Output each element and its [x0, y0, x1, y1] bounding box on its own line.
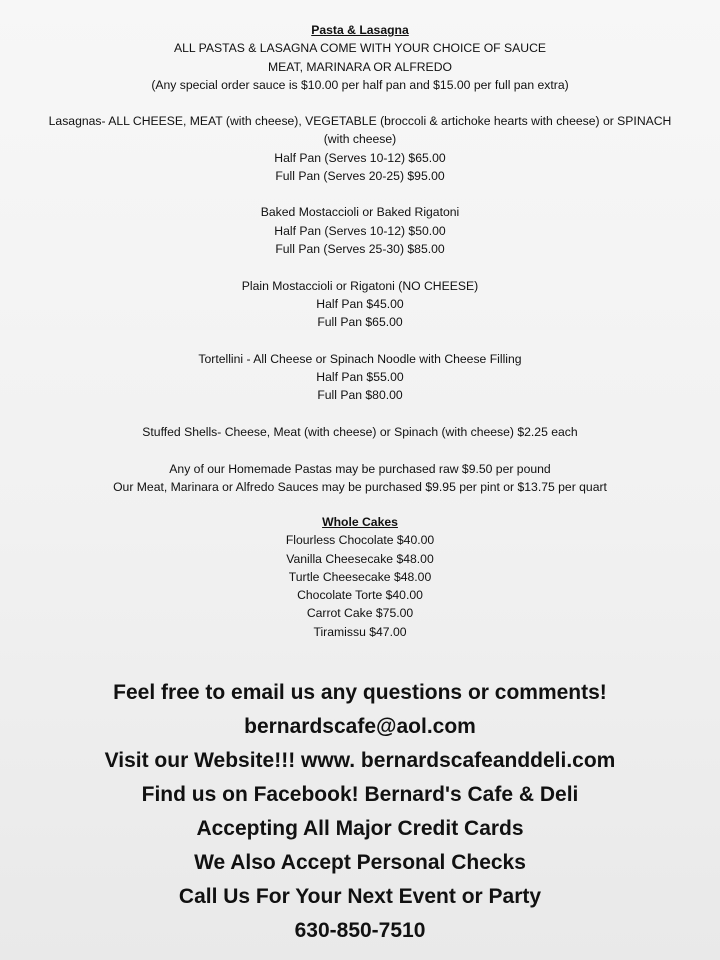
- whole-cakes-section: [0, 513, 720, 641]
- stuffed-shells-line: Stuffed Shells- Cheese, Meat (with cheese) or Spinach (with cheese) $2.25 each: [142, 425, 578, 440]
- facebook-line: Find us on Facebook! Bernard's Cafe & Deli: [141, 783, 579, 806]
- tortellini-half-pan-price: Half Pan $55.00: [316, 370, 404, 385]
- lasagnas-full-pan-price: Full Pan (Serves 20-25) $95.00: [275, 168, 445, 183]
- cake-item: Carrot Cake $75.00: [306, 606, 414, 621]
- email-address: bernardscafe@aol.com: [244, 715, 476, 738]
- tortellini-name: Tortellini - All Cheese or Spinach Noodle with Cheese Filling: [198, 351, 522, 366]
- checks-line: We Also Accept Personal Checks: [194, 851, 526, 874]
- baked-pasta-item: [0, 203, 720, 258]
- menu-items-section: [0, 112, 720, 496]
- tortellini-full-pan-price: Full Pan $80.00: [317, 388, 403, 403]
- sauce-purchase-line: Our Meat, Marinara or Alfredo Sauces may be purchased $9.95 per pint or $13.75 per quart: [113, 479, 607, 494]
- event-line: Call Us For Your Next Event or Party: [178, 885, 542, 908]
- sauce-choice-line: ALL PASTAS & LASAGNA COME WITH YOUR CHOICE OF SAUCE: [173, 41, 547, 56]
- raw-purchase-item: [0, 460, 720, 497]
- cake-item: Vanilla Cheesecake $48.00: [286, 551, 434, 566]
- plain-pasta-item: [0, 277, 720, 332]
- baked-full-pan-price: Full Pan (Serves 25-30) $85.00: [275, 242, 445, 257]
- lasagnas-description-cont: (with cheese): [323, 132, 397, 147]
- plain-pasta-name: Plain Mostaccioli or Rigatoni (NO CHEESE): [241, 278, 479, 293]
- raw-pasta-line: Any of our Homemade Pastas may be purchased raw $9.50 per pound: [169, 461, 551, 476]
- phone-number: 630-850-7510: [294, 919, 426, 942]
- sauce-options-line: MEAT, MARINARA OR ALFREDO: [268, 59, 452, 74]
- tortellini-item: [0, 350, 720, 405]
- lasagnas-description: Lasagnas- ALL CHEESE, MEAT (with cheese), VEGETABLE (broccoli & artichoke hearts with cheese) or SPINACH: [48, 114, 672, 128]
- cake-item: Turtle Cheesecake $48.00: [288, 569, 432, 584]
- cake-item: Tiramissu $47.00: [313, 624, 407, 639]
- cake-item: Flourless Chocolate $40.00: [285, 533, 435, 548]
- credit-cards-line: Accepting All Major Credit Cards: [196, 817, 524, 840]
- lasagnas-item: [0, 112, 720, 185]
- baked-half-pan-price: Half Pan (Serves 10-12) $50.00: [274, 223, 446, 238]
- lasagnas-half-pan-price: Half Pan (Serves 10-12) $65.00: [274, 150, 446, 165]
- plain-half-pan-price: Half Pan $45.00: [316, 296, 404, 311]
- cake-item: Chocolate Torte $40.00: [297, 588, 423, 603]
- baked-pasta-name: Baked Mostaccioli or Baked Rigatoni: [260, 205, 460, 220]
- website-line: Visit our Website!!! www. bernardscafeanddeli.com: [104, 749, 616, 772]
- contact-footer: [0, 676, 720, 948]
- pasta-lasagna-title: Pasta & Lasagna: [311, 23, 409, 37]
- pasta-lasagna-section: [0, 21, 720, 94]
- email-invite-line: Feel free to email us any questions or comments!: [113, 681, 607, 704]
- whole-cakes-title: Whole Cakes: [322, 515, 398, 529]
- stuffed-shells-item: [0, 423, 720, 441]
- special-sauce-note: (Any special order sauce is $10.00 per half pan and $15.00 per full pan extra): [151, 77, 569, 92]
- plain-full-pan-price: Full Pan $65.00: [317, 315, 403, 330]
